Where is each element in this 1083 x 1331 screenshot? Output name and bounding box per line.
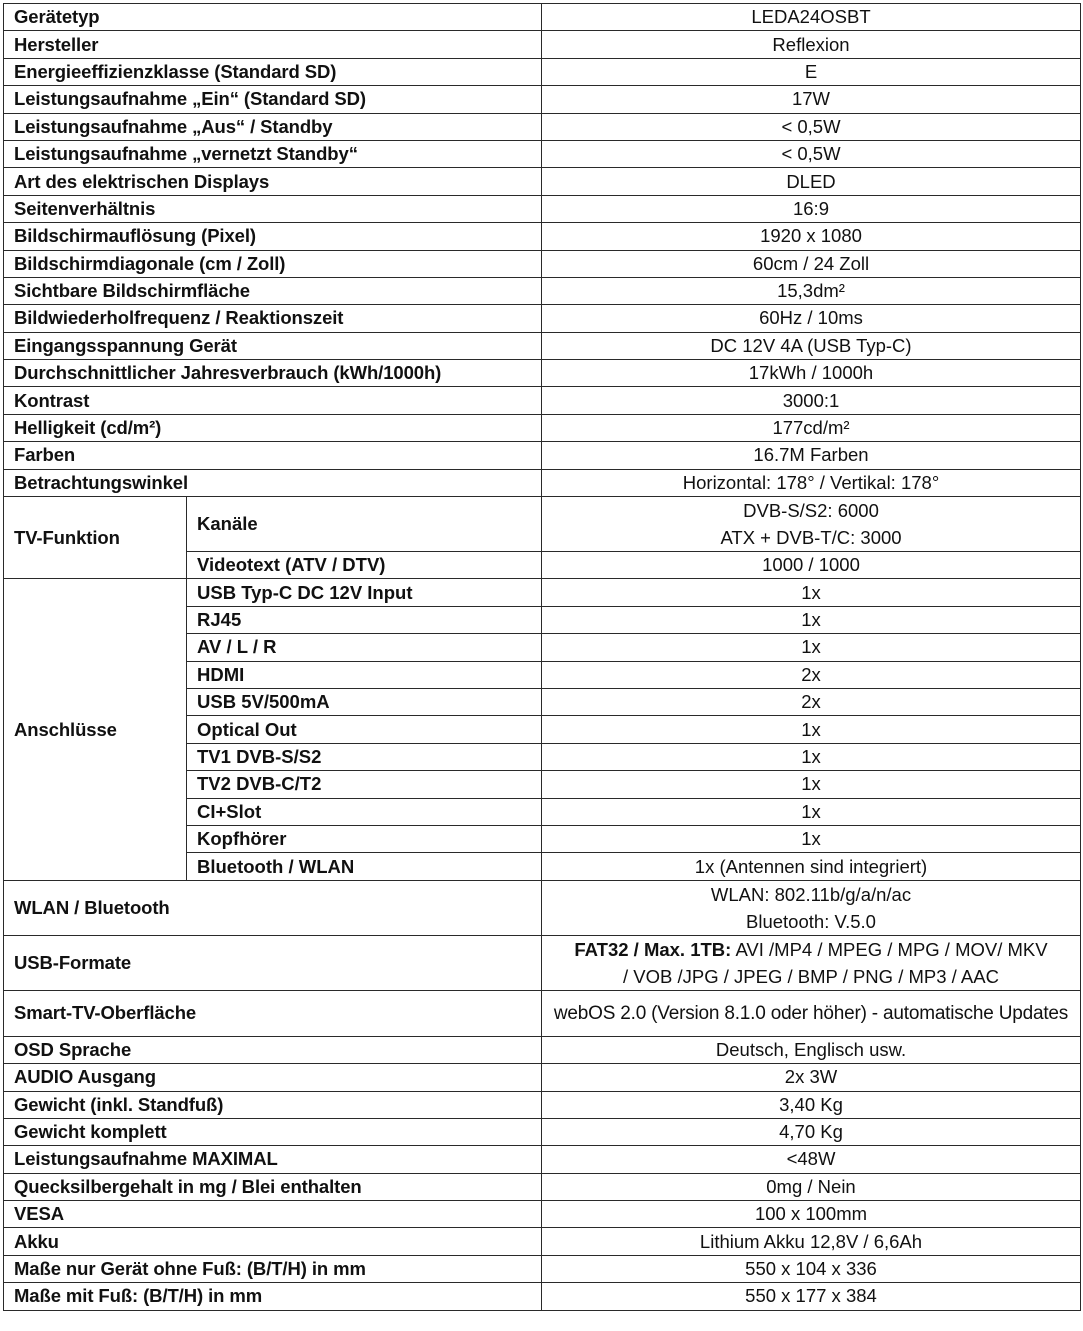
row-value: 1x [542, 634, 1081, 661]
value-line: WLAN: 802.11b/g/a/n/ac [710, 883, 912, 905]
row-value: < 0,5W [542, 140, 1081, 167]
row-label: Maße mit Fuß: (B/T/H) in mm [4, 1283, 542, 1310]
table-row [4, 113, 1081, 140]
value-line: DVB-S/S2: 6000 [743, 500, 879, 522]
row-label: TV2 DVB-C/T2 [187, 771, 542, 798]
row-value: webOS 2.0 (Version 8.1.0 oder höher) - automatische Updates [542, 990, 1081, 1036]
table-row [4, 1283, 1081, 1310]
row-value: 1x [542, 716, 1081, 743]
row-label: TV1 DVB-S/S2 [187, 743, 542, 770]
row-label: Leistungsaufnahme MAXIMAL [4, 1146, 542, 1173]
table-row [4, 31, 1081, 58]
row-value: 17kWh / 1000h [542, 360, 1081, 387]
row-value: 2x [542, 661, 1081, 688]
row-value: 1x [542, 579, 1081, 606]
row-label: Bluetooth / WLAN [187, 853, 542, 880]
row-value: 3,40 Kg [542, 1091, 1081, 1118]
table-row [4, 469, 1081, 496]
row-value: 550 x 177 x 384 [542, 1283, 1081, 1310]
row-label: Sichtbare Bildschirmfläche [4, 277, 542, 304]
row-label: Betrachtungswinkel [4, 469, 542, 496]
value-text: AVI /MP4 / MPEG / MPG / MOV/ MKV [731, 938, 1048, 960]
table-row [4, 1173, 1081, 1200]
row-value: 1x [542, 798, 1081, 825]
row-label: Gewicht komplett [4, 1118, 542, 1145]
row-value: Horizontal: 178° / Vertikal: 178° [542, 469, 1081, 496]
table-row [4, 360, 1081, 387]
table-row [4, 4, 1081, 31]
row-label: Kopfhörer [187, 825, 542, 852]
row-value: 60Hz / 10ms [542, 305, 1081, 332]
row-label: Gewicht (inkl. Standfuß) [4, 1091, 542, 1118]
row-label: USB Typ-C DC 12V Input [187, 579, 542, 606]
row-value: < 0,5W [542, 113, 1081, 140]
table-row [4, 414, 1081, 441]
row-label: Durchschnittlicher Jahresverbrauch (kWh/1000h) [4, 360, 542, 387]
row-label: Bildschirmdiagonale (cm / Zoll) [4, 250, 542, 277]
table-row [4, 140, 1081, 167]
table-row [4, 223, 1081, 250]
spec-table [3, 3, 1081, 1311]
row-value [542, 497, 1081, 552]
row-label: Helligkeit (cd/m²) [4, 414, 542, 441]
table-row [4, 442, 1081, 469]
row-label: WLAN / Bluetooth [4, 880, 542, 935]
row-label: Hersteller [4, 31, 542, 58]
row-label: Gerätetyp [4, 4, 542, 31]
row-label: RJ45 [187, 606, 542, 633]
value-line: Bluetooth: V.5.0 [746, 910, 876, 932]
row-value: 1x (Antennen sind integriert) [542, 853, 1081, 880]
row-value: E [542, 58, 1081, 85]
row-value: 1x [542, 825, 1081, 852]
row-label: Leistungsaufnahme „Aus“ / Standby [4, 113, 542, 140]
connections-label: Anschlüsse [4, 579, 187, 880]
table-row [4, 195, 1081, 222]
row-value: 15,3dm² [542, 277, 1081, 304]
row-label: OSD Sprache [4, 1036, 542, 1063]
row-label: Videotext (ATV / DTV) [187, 552, 542, 579]
table-row-wlan-bluetooth [4, 880, 1081, 935]
row-value: 1920 x 1080 [542, 223, 1081, 250]
table-row [4, 1118, 1081, 1145]
row-value: Reflexion [542, 31, 1081, 58]
row-value: 0mg / Nein [542, 1173, 1081, 1200]
table-row [4, 1064, 1081, 1091]
row-value: 177cd/m² [542, 414, 1081, 441]
value-line: ATX + DVB-T/C: 3000 [720, 527, 902, 549]
row-label: Bildschirmauflösung (Pixel) [4, 223, 542, 250]
row-label: Optical Out [187, 716, 542, 743]
table-row-smart-tv [4, 990, 1081, 1036]
row-label: Seitenverhältnis [4, 195, 542, 222]
row-value: 16.7M Farben [542, 442, 1081, 469]
table-row [4, 1228, 1081, 1255]
table-row [4, 387, 1081, 414]
row-value: <48W [542, 1146, 1081, 1173]
row-label: CI+Slot [187, 798, 542, 825]
row-label: Maße nur Gerät ohne Fuß: (B/T/H) in mm [4, 1255, 542, 1282]
table-row-tv-channels [4, 497, 1081, 552]
row-value: Lithium Akku 12,8V / 6,6Ah [542, 1228, 1081, 1255]
row-value: 2x [542, 688, 1081, 715]
table-row [4, 86, 1081, 113]
row-value: 4,70 Kg [542, 1118, 1081, 1145]
table-row [4, 168, 1081, 195]
row-label: Smart-TV-Oberfläche [4, 990, 542, 1036]
spec-table-body [4, 4, 1081, 1311]
row-value: 2x 3W [542, 1064, 1081, 1091]
row-label: Akku [4, 1228, 542, 1255]
row-value: 1x [542, 743, 1081, 770]
row-value: Deutsch, Englisch usw. [542, 1036, 1081, 1063]
table-row [4, 1091, 1081, 1118]
row-value: LEDA24OSBT [542, 4, 1081, 31]
row-label: Kontrast [4, 387, 542, 414]
table-row [4, 1201, 1081, 1228]
table-row [4, 58, 1081, 85]
row-label: Eingangsspannung Gerät [4, 332, 542, 359]
row-label: Leistungsaufnahme „vernetzt Standby“ [4, 140, 542, 167]
table-row [4, 1255, 1081, 1282]
row-value: 3000:1 [542, 387, 1081, 414]
table-row [4, 1146, 1081, 1173]
row-value: 17W [542, 86, 1081, 113]
row-label: HDMI [187, 661, 542, 688]
table-row-connection [4, 579, 1081, 606]
value-bold: FAT32 / Max. 1TB: [574, 938, 732, 960]
table-row-usb-formats [4, 935, 1081, 990]
value-line: / VOB /JPG / JPEG / BMP / PNG / MP3 / AAC [623, 965, 999, 987]
row-label: AUDIO Ausgang [4, 1064, 542, 1091]
table-row [4, 1036, 1081, 1063]
row-value: DLED [542, 168, 1081, 195]
row-label: Art des elektrischen Displays [4, 168, 542, 195]
table-row [4, 250, 1081, 277]
row-value: DC 12V 4A (USB Typ-C) [542, 332, 1081, 359]
tv-function-label: TV-Funktion [4, 497, 187, 579]
row-label: Leistungsaufnahme „Ein“ (Standard SD) [4, 86, 542, 113]
table-row [4, 332, 1081, 359]
row-label: Bildwiederholfrequenz / Reaktionszeit [4, 305, 542, 332]
row-label: Quecksilbergehalt in mg / Blei enthalten [4, 1173, 542, 1200]
row-value: 100 x 100mm [542, 1201, 1081, 1228]
row-value: 1000 / 1000 [542, 552, 1081, 579]
row-value: 1x [542, 771, 1081, 798]
row-label: VESA [4, 1201, 542, 1228]
row-value: 1x [542, 606, 1081, 633]
row-label: AV / L / R [187, 634, 542, 661]
table-row [4, 305, 1081, 332]
row-label: Farben [4, 442, 542, 469]
row-label: USB-Formate [4, 935, 542, 990]
row-value [542, 935, 1081, 990]
value-line [546, 936, 1076, 963]
row-value [542, 880, 1081, 935]
row-value: 60cm / 24 Zoll [542, 250, 1081, 277]
row-label: Kanäle [187, 497, 542, 552]
row-label: USB 5V/500mA [187, 688, 542, 715]
row-value: 550 x 104 x 336 [542, 1255, 1081, 1282]
row-value: 16:9 [542, 195, 1081, 222]
table-row [4, 277, 1081, 304]
row-label: Energieeffizienzklasse (Standard SD) [4, 58, 542, 85]
